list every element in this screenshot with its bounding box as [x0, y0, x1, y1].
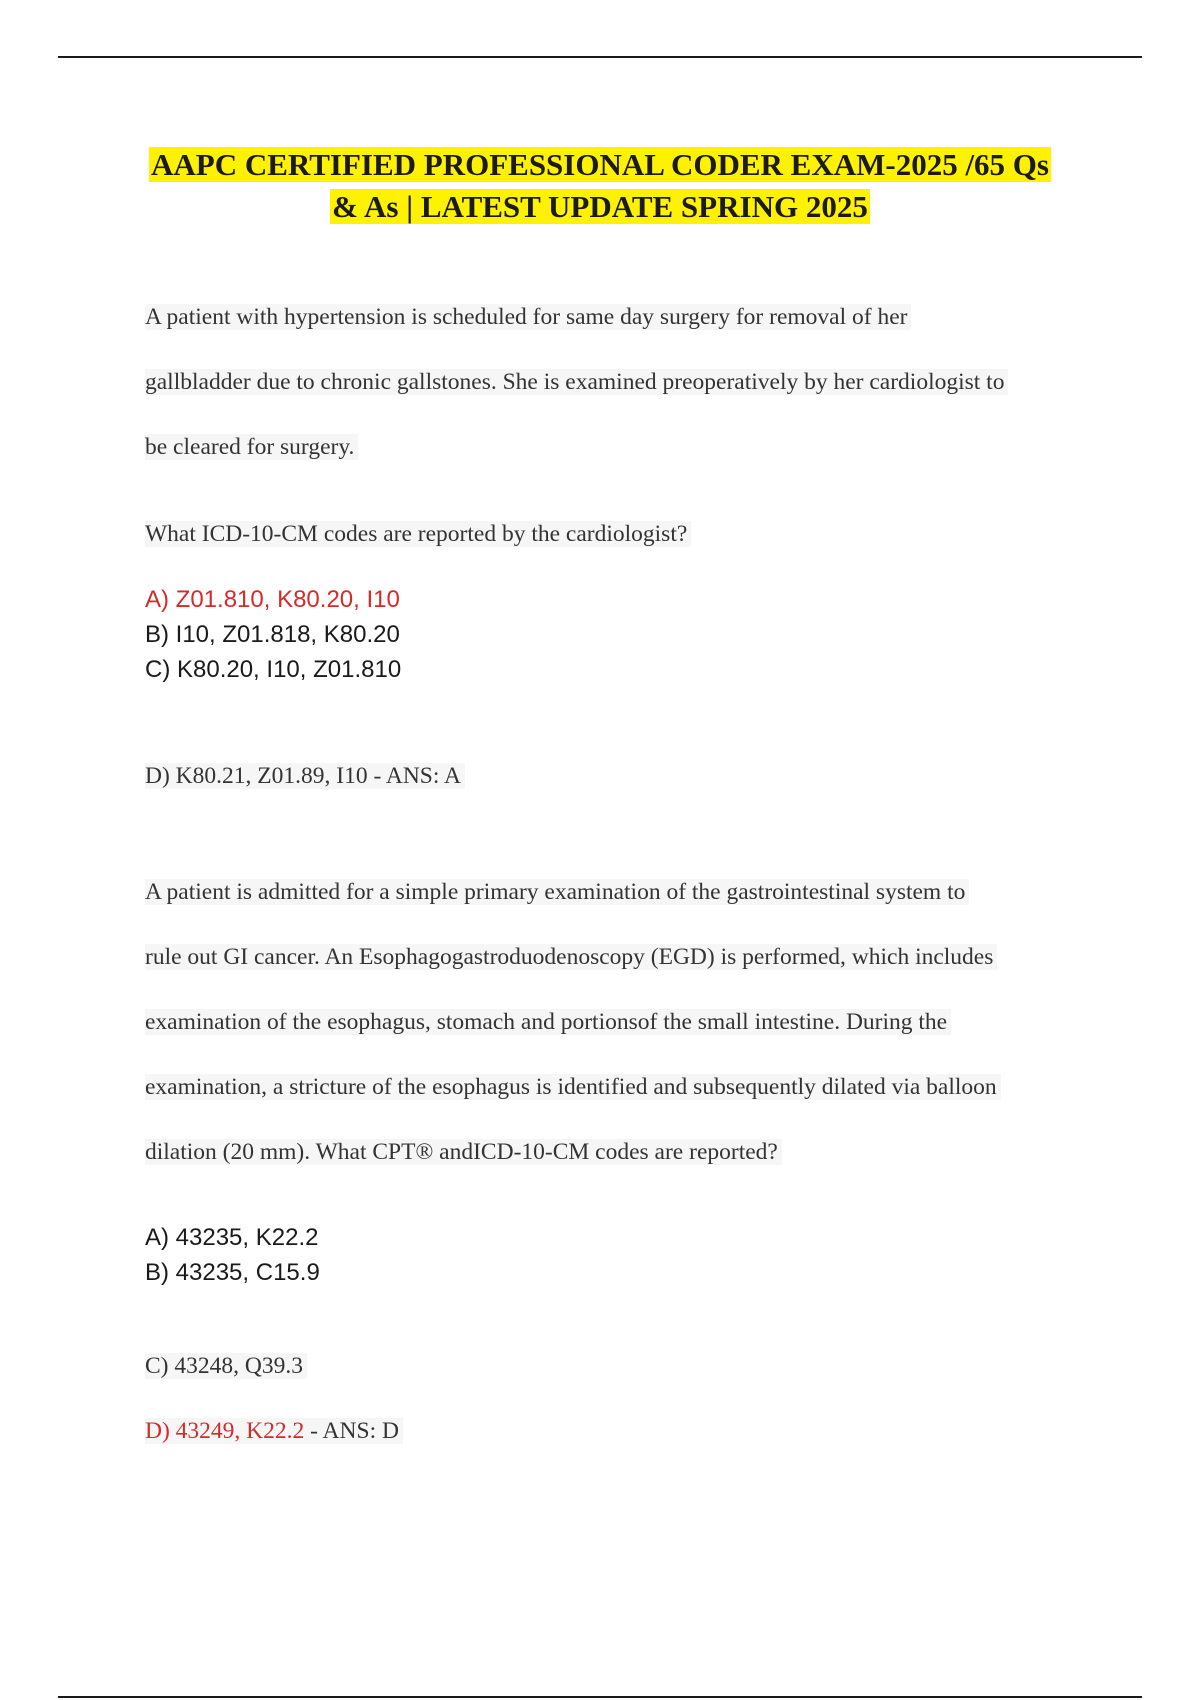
question-text-line: rule out GI cancer. An Esophagogastroduodenoscopy (EGD) is performed, which includes — [145, 944, 997, 970]
option-a-correct: A) Z01.810, K80.20, I10 — [145, 586, 400, 613]
question-text-line: gallbladder due to chronic gallstones. She is examined preoperatively by her cardiologist to — [145, 369, 1008, 395]
question-text-line: examination of the esophagus, stomach and portionsof the small intestine. During the — [145, 1009, 951, 1035]
question-text-line: dilation (20 mm). What CPT® andICD-10-CM codes are reported? — [145, 1139, 782, 1165]
title-line-1: AAPC CERTIFIED PROFESSIONAL CODER EXAM-2025 /65 Qs — [151, 147, 1049, 182]
question-2-option-d — [145, 1415, 403, 1447]
question-2 — [145, 877, 1085, 1185]
document-title — [60, 144, 1140, 228]
question-1 — [145, 302, 1085, 480]
option-c: C) K80.20, I10, Z01.810 — [145, 656, 402, 683]
question-2-options — [145, 1220, 320, 1290]
answer-key: - ANS: D — [304, 1418, 399, 1444]
question-1-option-d — [145, 760, 465, 792]
option-d-correct: D) 43249, K22.2 — [145, 1418, 305, 1444]
question-2-option-c — [145, 1350, 307, 1382]
bottom-rule — [58, 1696, 1142, 1698]
option-a: A) 43235, K22.2 — [145, 1224, 319, 1251]
question-text-line: A patient is admitted for a simple primary examination of the gastrointestinal system to — [145, 879, 969, 905]
question-1-options — [145, 582, 401, 687]
title-line-2: & As | LATEST UPDATE SPRING 2025 — [332, 189, 868, 224]
question-2-text — [145, 860, 1085, 1185]
question-1-text — [145, 285, 1085, 480]
question-text-line: examination, a stricture of the esophagus is identified and subsequently dilated via balloon — [145, 1074, 1001, 1100]
option-b: B) I10, Z01.818, K80.20 — [145, 621, 400, 648]
option-d: D) K80.21, Z01.89, I10 — [145, 763, 368, 789]
top-rule — [58, 56, 1142, 58]
question-text-line: A patient with hypertension is scheduled for same day surgery for removal of her — [145, 304, 911, 330]
question-1-ask-text: What ICD-10-CM codes are reported by the cardiologist? — [145, 521, 691, 547]
question-text-line: be cleared for surgery. — [145, 434, 358, 460]
question-1-ask — [145, 518, 691, 550]
answer-key: - ANS: A — [367, 763, 461, 789]
option-b: B) 43235, C15.9 — [145, 1259, 320, 1286]
option-c: C) 43248, Q39.3 — [145, 1353, 307, 1379]
